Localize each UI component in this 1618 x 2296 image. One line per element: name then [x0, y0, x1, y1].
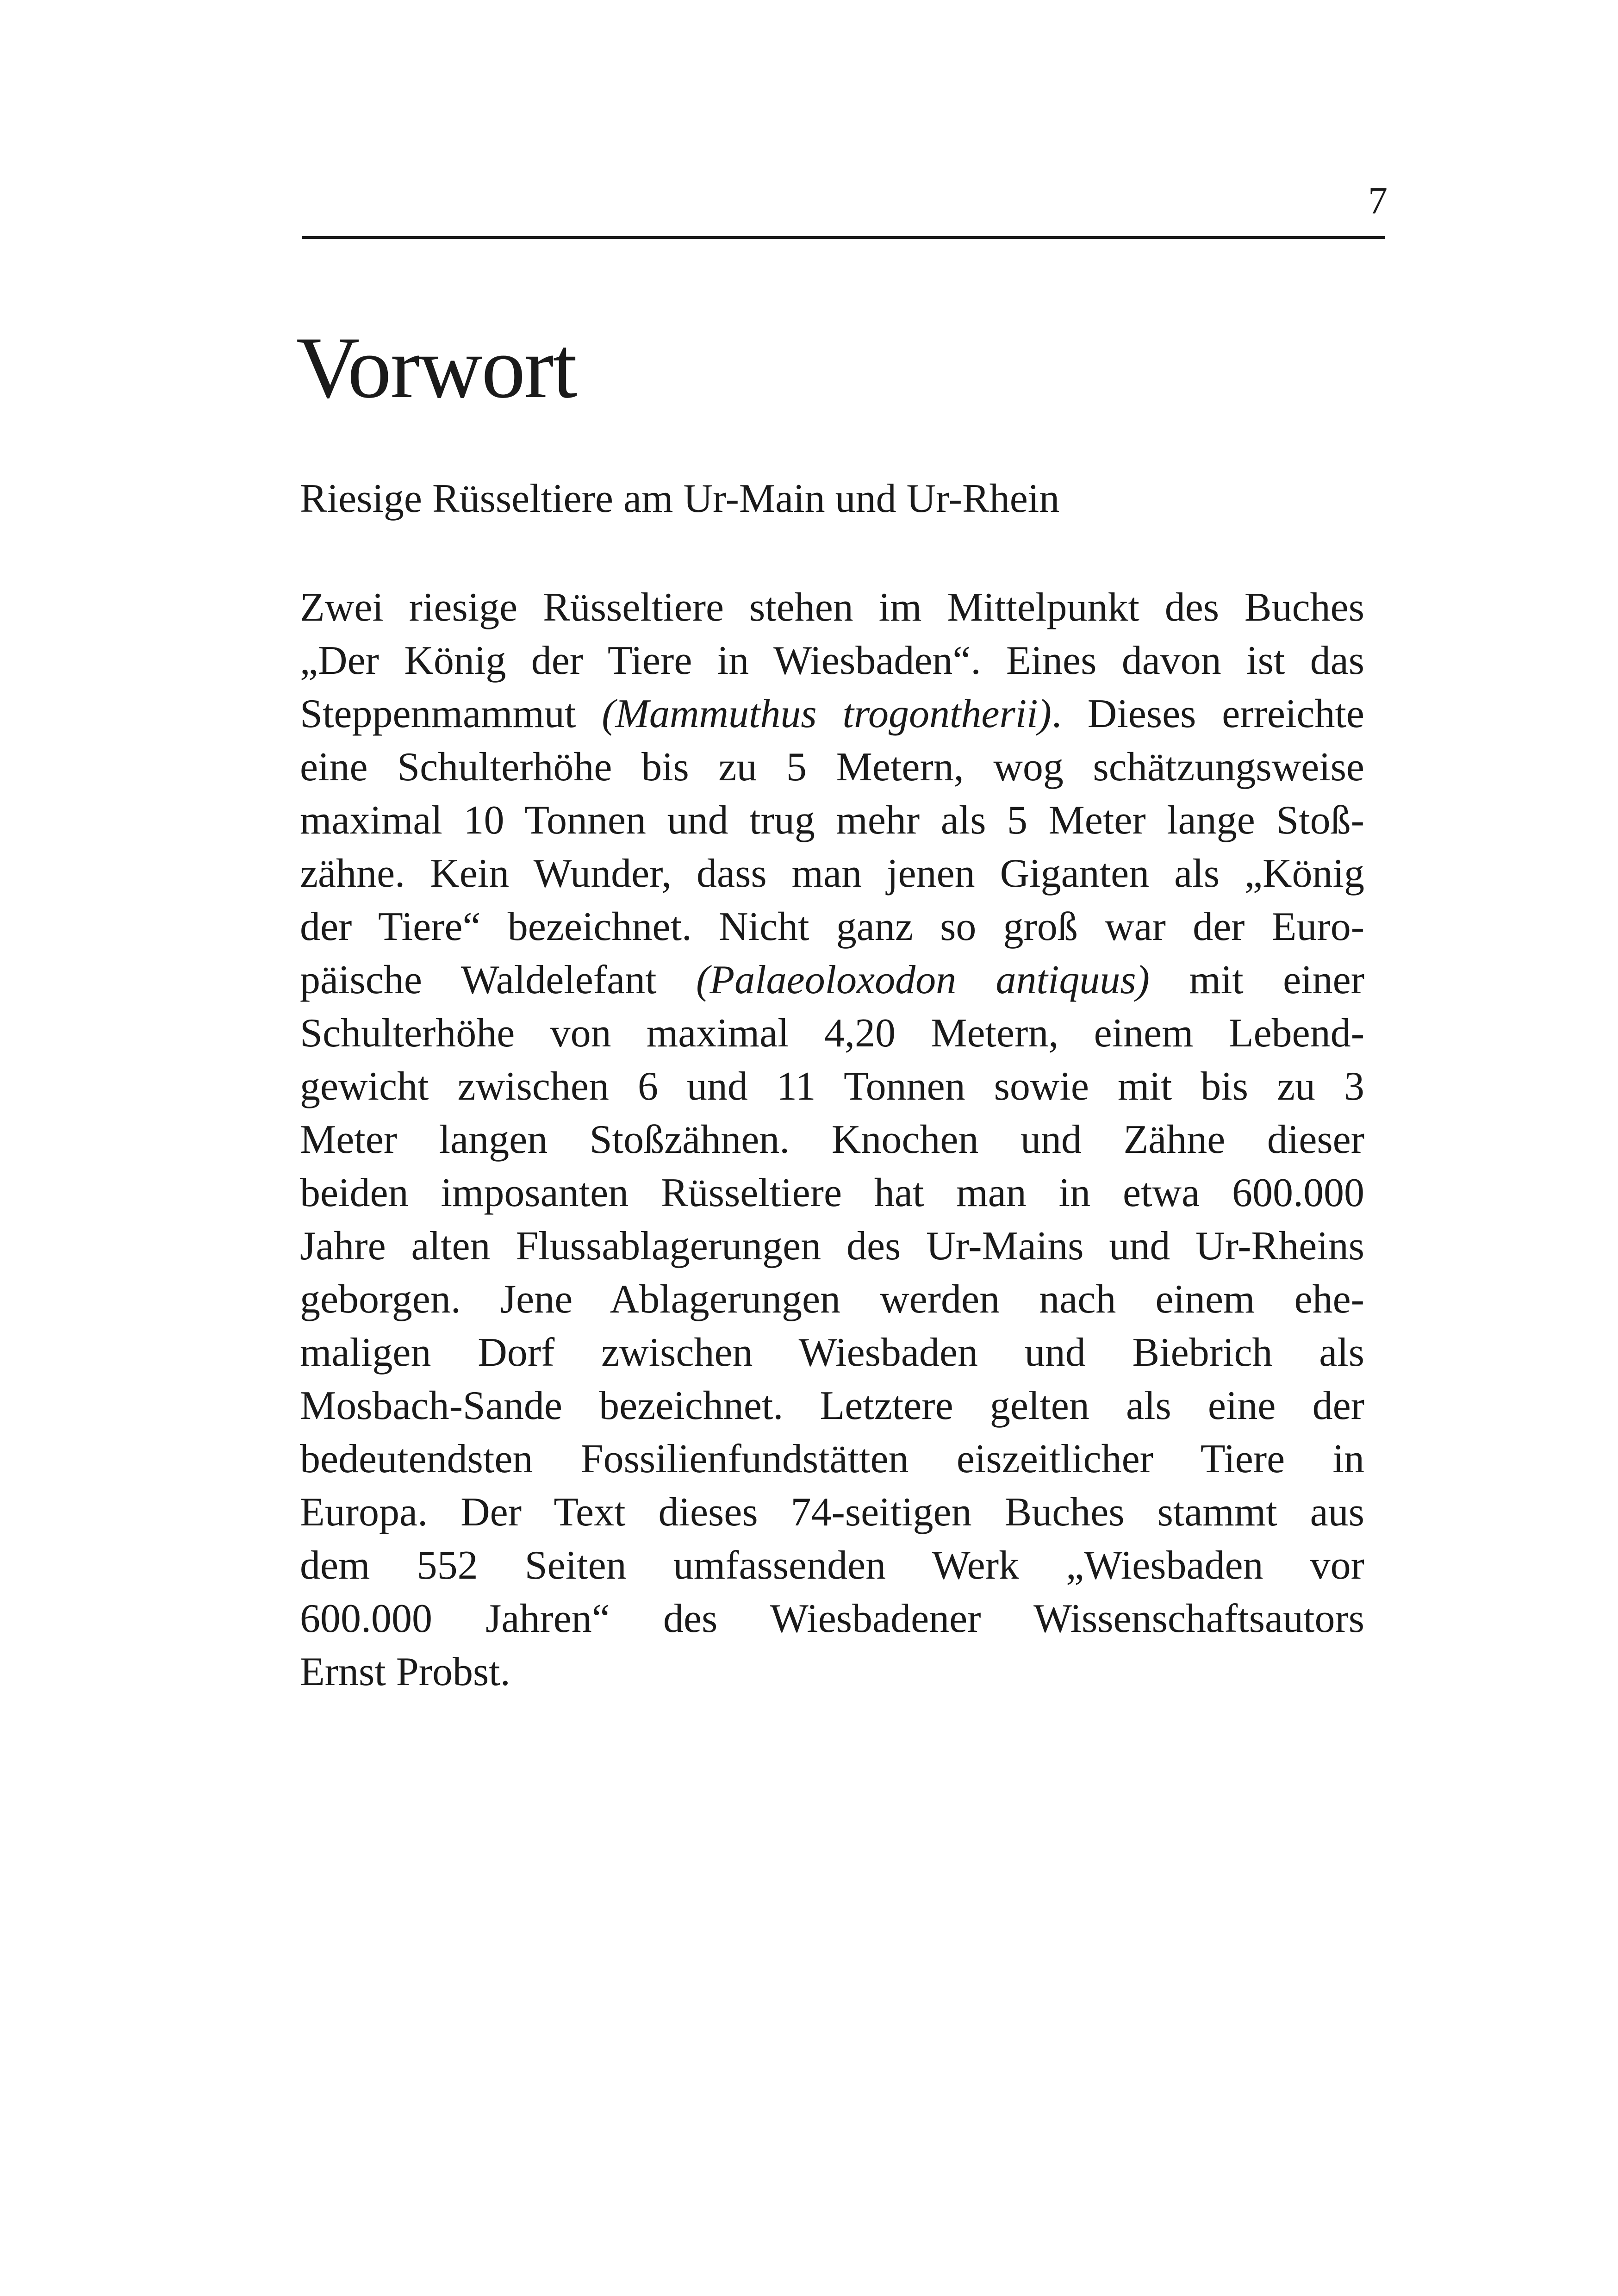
chapter-title: Vorwort	[296, 319, 577, 417]
text-line: beiden imposanten Rüsseltiere hat man in etwa 600.000	[300, 1170, 1364, 1215]
text-line	[300, 953, 1364, 1007]
chapter-subtitle: Riesige Rüsseltiere am Ur-Main und Ur-Rhein	[300, 476, 1060, 521]
text-line: Schulterhöhe von maximal 4,20 Metern, einem Lebend-	[300, 1011, 1364, 1056]
page-number: 7	[1368, 179, 1388, 222]
text-line: „Der König der Tiere in Wiesbaden“. Eines davon ist das	[300, 638, 1364, 683]
text-line: Europa. Der Text dieses 74-seitigen Buches stammt aus	[300, 1490, 1364, 1535]
text-line: bedeutendsten Fossilienfundstätten eiszeitlicher Tiere in	[300, 1437, 1364, 1481]
species-name-italic: (Palaeoloxodon antiquus)	[696, 958, 1150, 1002]
text-line: Zwei riesige Rüsseltiere stehen im Mittelpunkt des Buches	[300, 585, 1364, 630]
text-line: Jahre alten Flussablagerungen des Ur-Mains und Ur-Rheins	[300, 1224, 1364, 1269]
text-line: maximal 10 Tonnen und trug mehr als 5 Meter lange Stoß-	[300, 798, 1364, 843]
text-segment: päische Waldelefant	[300, 958, 697, 1002]
text-line: dem 552 Seiten umfassenden Werk „Wiesbaden vor	[300, 1543, 1364, 1588]
species-name-italic: (Mammuthus trogontherii)	[602, 691, 1052, 736]
text-line: maligen Dorf zwischen Wiesbaden und Biebrich als	[300, 1330, 1364, 1375]
header-rule	[302, 236, 1385, 239]
body-paragraph	[300, 581, 1364, 1699]
text-segment: mit einer	[1149, 958, 1364, 1002]
text-line: 600.000 Jahren“ des Wiesbadener Wissenschaftsautors	[300, 1596, 1364, 1641]
text-line: gewicht zwischen 6 und 11 Tonnen sowie mit bis zu 3	[300, 1064, 1364, 1109]
text-line	[300, 687, 1364, 740]
text-line: Meter langen Stoßzähnen. Knochen und Zähne dieser	[300, 1117, 1364, 1162]
text-line: zähne. Kein Wunder, dass man jenen Giganten als „König	[300, 851, 1364, 896]
text-line: eine Schulterhöhe bis zu 5 Metern, wog schätzungsweise	[300, 745, 1364, 790]
text-line: geborgen. Jene Ablagerungen werden nach einem ehe-	[300, 1277, 1364, 1322]
text-line: Ernst Probst.	[300, 1649, 510, 1694]
text-line: der Tiere“ bezeichnet. Nicht ganz so groß war der Euro-	[300, 904, 1364, 949]
text-line: Mosbach-Sande bezeichnet. Letztere gelten als eine der	[300, 1383, 1364, 1428]
text-segment: Steppenmammut	[300, 691, 602, 736]
text-segment: . Dieses erreichte	[1051, 691, 1364, 736]
